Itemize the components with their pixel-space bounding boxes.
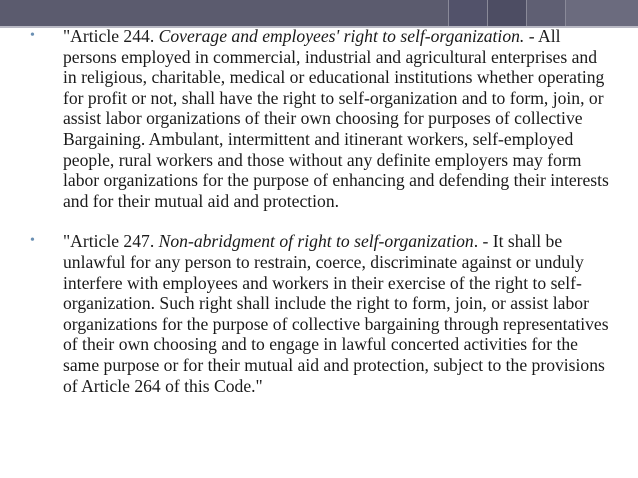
header-block [448, 0, 487, 26]
slide-content [30, 26, 610, 396]
article-text [63, 231, 610, 396]
article-heading: Non-abridgment of right to self-organization [158, 231, 474, 252]
header-block [526, 0, 565, 26]
article-number: "Article 244. [63, 26, 159, 46]
list-item [30, 26, 610, 211]
list-item [30, 231, 610, 396]
bullet-icon: • [30, 28, 35, 43]
slide-header-bar [0, 0, 638, 26]
bullet-icon: • [30, 233, 35, 249]
article-body: - All persons employed in commercial, industrial and agricultural enterprises and in religious, charitable, medical or educational institutions whether operating for profit or not, shall have the right to self-organization and to form, join, or assist labor organizations of their own choosing for purposes of collective Bargaining. Ambulant, intermittent and itinerant workers, self-employed people, rural workers and those without any definite employers may form labor organizations for the purpose of enhancing and defending their interests and for their mutual aid and protection. [63, 26, 609, 211]
header-block [487, 0, 526, 26]
article-body: . - It shall be unlawful for any person to restrain, coerce, discriminate against or unduly interfere with employees and workers in their exercise of the right to self-organization. Such right shall include the right to form, join, or assist labor organizations for the purpose of collective bargaining through representatives of their own choosing and to engage in lawful concerted activities for the same purpose or for their mutual aid and protection, subject to the provisions of Article 264 of this Code." [63, 231, 609, 396]
article-number: "Article 247. [63, 231, 159, 252]
header-block [565, 0, 638, 26]
article-heading: Coverage and employees' right to self-organization. [158, 26, 525, 46]
